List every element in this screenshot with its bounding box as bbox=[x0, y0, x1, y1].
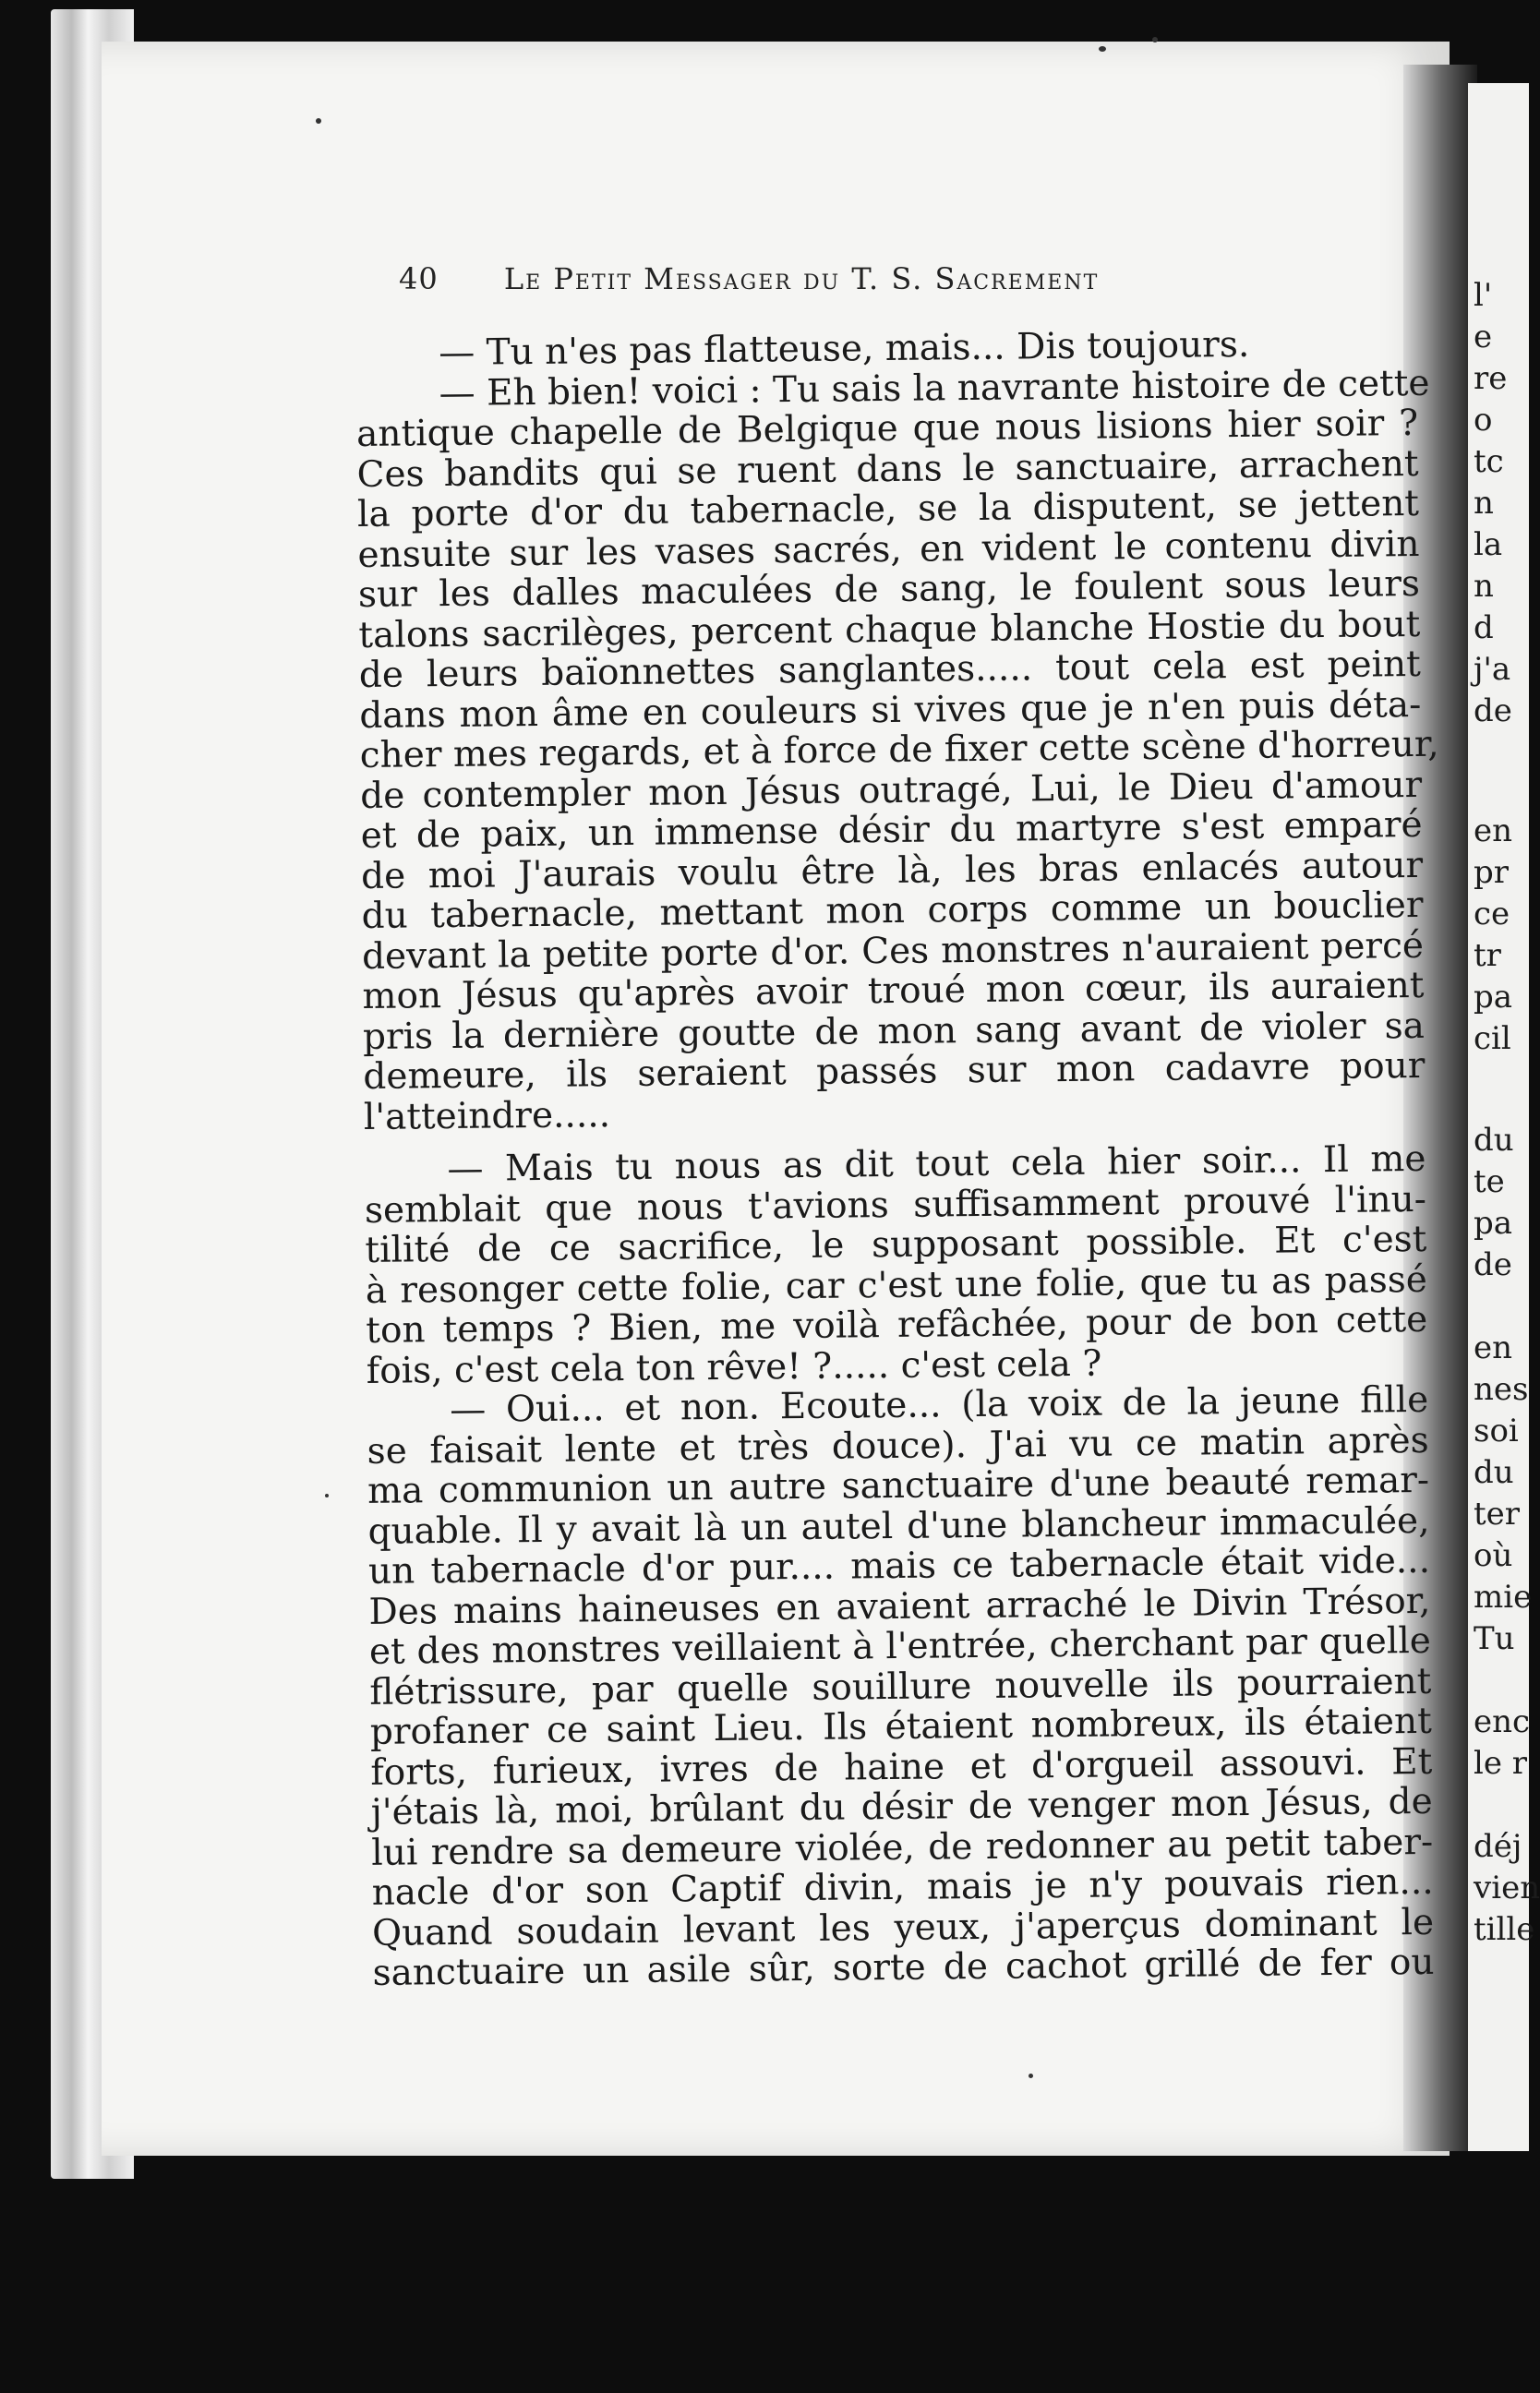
text-line: ma communion un autre sanctuaire d'une beauté remar- bbox=[367, 1459, 1430, 1512]
body-text bbox=[355, 323, 1439, 1994]
text-line: j'étais là, moi, brûlant du désir de venger mon Jésus, de bbox=[370, 1780, 1433, 1834]
facing-page-fragment: en bbox=[1474, 1329, 1513, 1366]
text-line: antique chapelle de Belgique que nous lisions hier soir ? bbox=[355, 402, 1419, 455]
facing-page-fragment: tc bbox=[1474, 443, 1504, 480]
text-line: et de paix, un immense désir du martyre s'est emparé bbox=[360, 803, 1423, 857]
paragraph-4 bbox=[367, 1380, 1435, 1994]
text-line: Quand soudain levant les yeux, j'aperçus dominant le bbox=[371, 1901, 1435, 1954]
text-line: mon Jésus qu'après avoir troué mon cœur, ils auraient bbox=[362, 964, 1425, 1017]
text-line: lui rendre sa demeure violée, de redonner au petit taber- bbox=[370, 1821, 1434, 1874]
page-number: 40 bbox=[399, 261, 439, 296]
text-line: Des mains haineuses en avaient arraché le Divin Trésor, bbox=[368, 1580, 1431, 1633]
dust-speck bbox=[1029, 2074, 1033, 2078]
text-line: demeure, ils seraient passés sur mon cadavre pour bbox=[363, 1044, 1426, 1098]
facing-page-fragment: en bbox=[1474, 812, 1513, 849]
facing-page-fragment: pa bbox=[1474, 979, 1513, 1016]
facing-page-fragment: n bbox=[1474, 485, 1494, 522]
facing-page-fragment: j'a bbox=[1474, 651, 1511, 688]
facing-page-strip bbox=[1468, 83, 1540, 2151]
text-line: de leurs baïonnettes sanglantes..... tout cela est peint bbox=[358, 643, 1422, 696]
text-line: nacle d'or son Captif divin, mais je n'y pouvais rien... bbox=[371, 1860, 1434, 1914]
dust-speck bbox=[1152, 37, 1158, 42]
facing-page-fragment: enc bbox=[1474, 1703, 1531, 1740]
facing-page-fragment: ce bbox=[1474, 896, 1510, 932]
paragraph-2 bbox=[355, 362, 1439, 1138]
text-line: — Oui... et non. Ecoute... (la voix de la jeune fille bbox=[449, 1378, 1429, 1431]
running-header bbox=[399, 261, 1239, 296]
text-line: à resonger cette folie, car c'est une folie, que tu as passé bbox=[365, 1258, 1428, 1312]
facing-page-fragment: Tu bbox=[1474, 1620, 1515, 1657]
facing-page-fragment: o bbox=[1474, 402, 1493, 439]
text-line: de moi J'aurais voulu être là, les bras enlacés autour bbox=[360, 844, 1424, 897]
text-line: la porte d'or du tabernacle, se la disputent, se jettent bbox=[356, 482, 1420, 535]
facing-page-fragment: re bbox=[1474, 360, 1508, 397]
text-line: forts, furieux, ivres de haine et d'orgueil assouvi. Et bbox=[370, 1740, 1433, 1794]
facing-page-fragment: te bbox=[1474, 1163, 1505, 1200]
facing-page-fragment: nes bbox=[1474, 1371, 1529, 1408]
text-line: sanctuaire un asile sûr, sorte de cachot grillé de fer ou bbox=[372, 1941, 1435, 1994]
facing-page-fragment: où bbox=[1474, 1537, 1513, 1574]
text-line: de contempler mon Jésus outragé, Lui, le Dieu d'amour bbox=[360, 764, 1423, 817]
text-line: — Eh bien! voici : Tu sais la navrante histoire de cette bbox=[439, 362, 1430, 415]
text-line: sur les dalles maculées de sang, le foulent sous leurs bbox=[357, 562, 1421, 616]
facing-page-fragment: du bbox=[1474, 1122, 1514, 1159]
text-line: quable. Il y avait là un autel d'une blancheur immaculée, bbox=[367, 1499, 1430, 1553]
facing-page-fragment: déj bbox=[1474, 1828, 1522, 1865]
facing-page-fragment: de bbox=[1474, 1246, 1512, 1283]
text-line: ton temps ? Bien, me voilà refâchée, pour de bon cette bbox=[366, 1298, 1428, 1352]
text-line: ensuite sur les vases sacrés, en vident le contenu divin bbox=[357, 523, 1420, 576]
dust-speck bbox=[325, 1494, 329, 1497]
text-line: l'atteindre..... bbox=[363, 1093, 611, 1138]
dust-speck bbox=[1099, 46, 1106, 52]
facing-page-fragment: tr bbox=[1474, 937, 1501, 974]
facing-page-fragment: du bbox=[1474, 1454, 1514, 1491]
facing-page-fragment: l' bbox=[1474, 277, 1493, 314]
text-line: du tabernacle, mettant mon corps comme un bouclier bbox=[361, 884, 1424, 937]
facing-page-fragment: pa bbox=[1474, 1205, 1513, 1242]
text-line: — Tu n'es pas flatteuse, mais... Dis toujours. bbox=[438, 323, 1250, 375]
facing-page-fragment: vien bbox=[1474, 1870, 1540, 1906]
text-line: cher mes regards, et à force de fixer cette scène d'horreur, bbox=[359, 723, 1439, 776]
text-line: et des monstres veillaient à l'entrée, cherchant par quelle bbox=[368, 1619, 1432, 1673]
text-line: dans mon âme en couleurs si vives que je n'en puis déta- bbox=[359, 683, 1422, 737]
facing-page-fragment: le r bbox=[1474, 1745, 1528, 1782]
text-line: devant la petite porte d'or. Ces monstres n'auraient percé bbox=[361, 924, 1425, 978]
facing-page-fragment: la bbox=[1474, 526, 1503, 563]
facing-page-fragment: d bbox=[1474, 609, 1494, 646]
text-line: Ces bandits qui se ruent dans le sanctuaire, arrachent bbox=[356, 442, 1419, 496]
facing-page-fragment: pr bbox=[1474, 854, 1510, 891]
running-title: Le Petit Messager du T. S. Sacrement bbox=[503, 261, 1100, 296]
facing-page-fragment: soi bbox=[1474, 1413, 1519, 1449]
text-line: semblait que nous t'avions suffisamment prouvé l'inu- bbox=[364, 1178, 1427, 1232]
text-line: tilité de ce sacrifice, le supposant possible. Et c'est bbox=[365, 1218, 1427, 1271]
text-line: — Mais tu nous as dit tout cela hier soir... Il me bbox=[447, 1137, 1426, 1191]
text-line: un tabernacle d'or pur.... mais ce tabernacle était vide... bbox=[367, 1539, 1431, 1593]
facing-page-fragment: tille bbox=[1474, 1911, 1535, 1948]
facing-page-fragment: n bbox=[1474, 568, 1494, 605]
facing-page-fragment: e bbox=[1474, 319, 1493, 355]
text-line: profaner ce saint Lieu. Ils étaient nombreux, ils étaient bbox=[369, 1700, 1433, 1753]
text-line: talons sacrilèges, percent chaque blanche Hostie du bout bbox=[358, 603, 1421, 656]
facing-page-fragment: mie bbox=[1474, 1579, 1533, 1616]
text-line: flétrissure, par quelle souillure nouvelle ils pourraient bbox=[369, 1660, 1432, 1714]
facing-page-fragment: ter bbox=[1474, 1496, 1521, 1533]
text-line: pris la dernière goutte de mon sang avant de violer sa bbox=[362, 1004, 1426, 1058]
text-line: fois, c'est cela ton rêve! ?..... c'est cela ? bbox=[366, 1342, 1102, 1392]
paragraph-3 bbox=[364, 1139, 1428, 1391]
text-line: se faisait lente et très douce). J'ai vu ce matin après bbox=[367, 1419, 1429, 1473]
facing-page-fragment: de bbox=[1474, 692, 1512, 729]
dust-speck bbox=[316, 118, 321, 124]
facing-page-fragment: cil bbox=[1474, 1020, 1511, 1057]
